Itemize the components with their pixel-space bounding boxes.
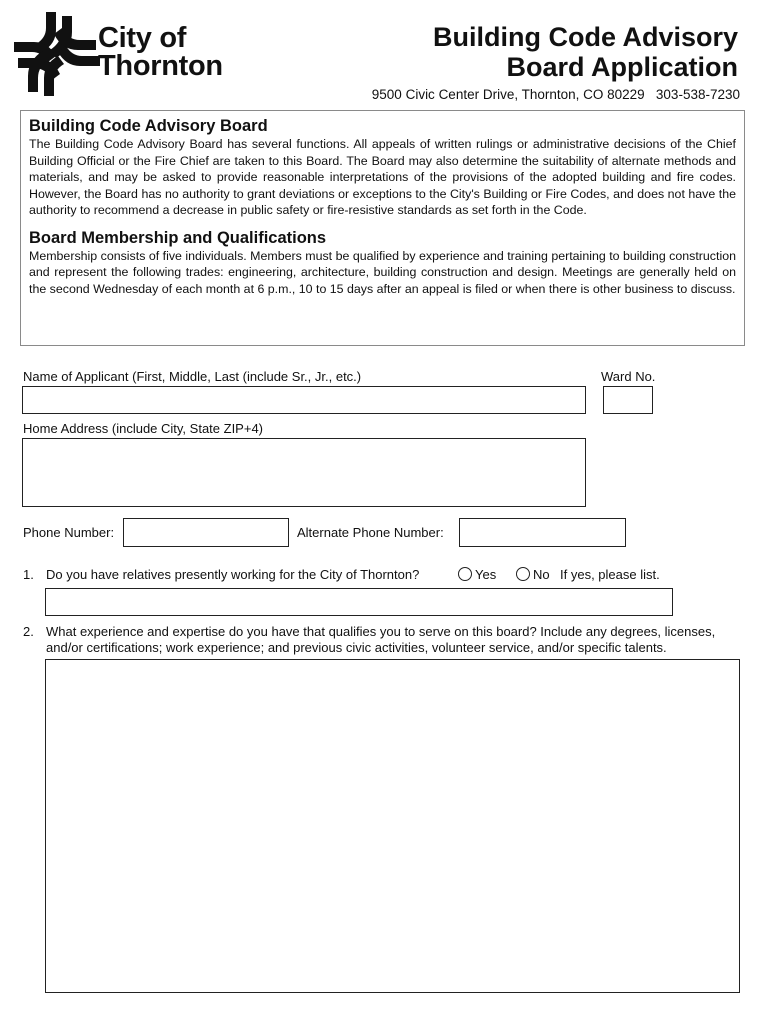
question-2-number: 2.: [23, 624, 34, 639]
logo-line-2: Thornton: [98, 50, 223, 82]
section-body-board: The Building Code Advisory Board has several functions. All appeals of written rulings or administrative decisions of the Chief Building Official or the Fire Chief are taken to this Board. The Board may also determine the suitability of alternate methods and materials, and may be asked to provide reasonable interpretations of the provisions of the adopted building and fire codes. However, the Board has no authority to grant deviations or exceptions to the City's Building or Fire Codes, and does not have the authority to recommend a decrease in public safety or fire-resistive standards as set forth in the Code.: [29, 137, 736, 217]
office-address: 9500 Civic Center Drive, Thornton, CO 80229 303-538-7230: [371, 87, 740, 102]
question-2-text: What experience and expertise do you have that qualifies you to serve on this board? Include any degrees, licenses, and/or certifications; work experience; and previous civic activities, volunteer service, and/or specific talents.: [46, 624, 716, 655]
q1-yes-label: Yes: [475, 567, 497, 582]
experience-textarea[interactable]: [45, 659, 740, 993]
section-heading-membership: Board Membership and Qualifications: [29, 228, 327, 247]
q1-yes-option[interactable]: [458, 567, 496, 583]
ward-label: Ward No.: [601, 369, 656, 384]
section-body-membership: Membership consists of five individuals. Members must be qualified by experience and training pertaining to building construction and represent the following trades: engineering, architecture, building construction and design. Meetings are generally held on the second Wednesday of each month at 6 p.m., 10 to 15 days after an appeal is filed or when there is other business to discuss.: [29, 248, 736, 296]
q1-no-radio[interactable]: [516, 567, 530, 581]
q1-no-option[interactable]: [516, 567, 550, 583]
section-heading-board: Building Code Advisory Board: [29, 117, 268, 135]
phone-number-field[interactable]: [123, 518, 289, 547]
q1-followup-label: If yes, please list.: [560, 567, 660, 582]
title-line-2: Board Application: [506, 52, 738, 82]
info-box: [20, 110, 745, 346]
question-1-text: Do you have relatives presently working for the City of Thornton?: [46, 567, 420, 582]
q1-yes-radio[interactable]: [458, 567, 472, 581]
applicant-name-field[interactable]: [22, 386, 586, 414]
name-label: Name of Applicant (First, Middle, Last (include Sr., Jr., etc.): [23, 369, 362, 384]
page-title: [433, 22, 738, 82]
logo-wordmark: [98, 24, 223, 80]
phone-label: Phone Number:: [23, 525, 115, 540]
city-logo-mark-icon: [14, 12, 100, 96]
title-line-1: Building Code Advisory: [432, 22, 738, 52]
home-address-field[interactable]: [22, 438, 586, 507]
logo-line-1: City of: [98, 22, 187, 54]
home-address-label: Home Address (include City, State ZIP+4): [23, 421, 263, 436]
ward-number-field[interactable]: [603, 386, 653, 414]
alternate-phone-label: Alternate Phone Number:: [297, 525, 444, 540]
q1-no-label: No: [533, 567, 550, 582]
alternate-phone-field[interactable]: [459, 518, 626, 547]
relatives-list-field[interactable]: [45, 588, 673, 616]
question-1-number: 1.: [23, 567, 34, 582]
